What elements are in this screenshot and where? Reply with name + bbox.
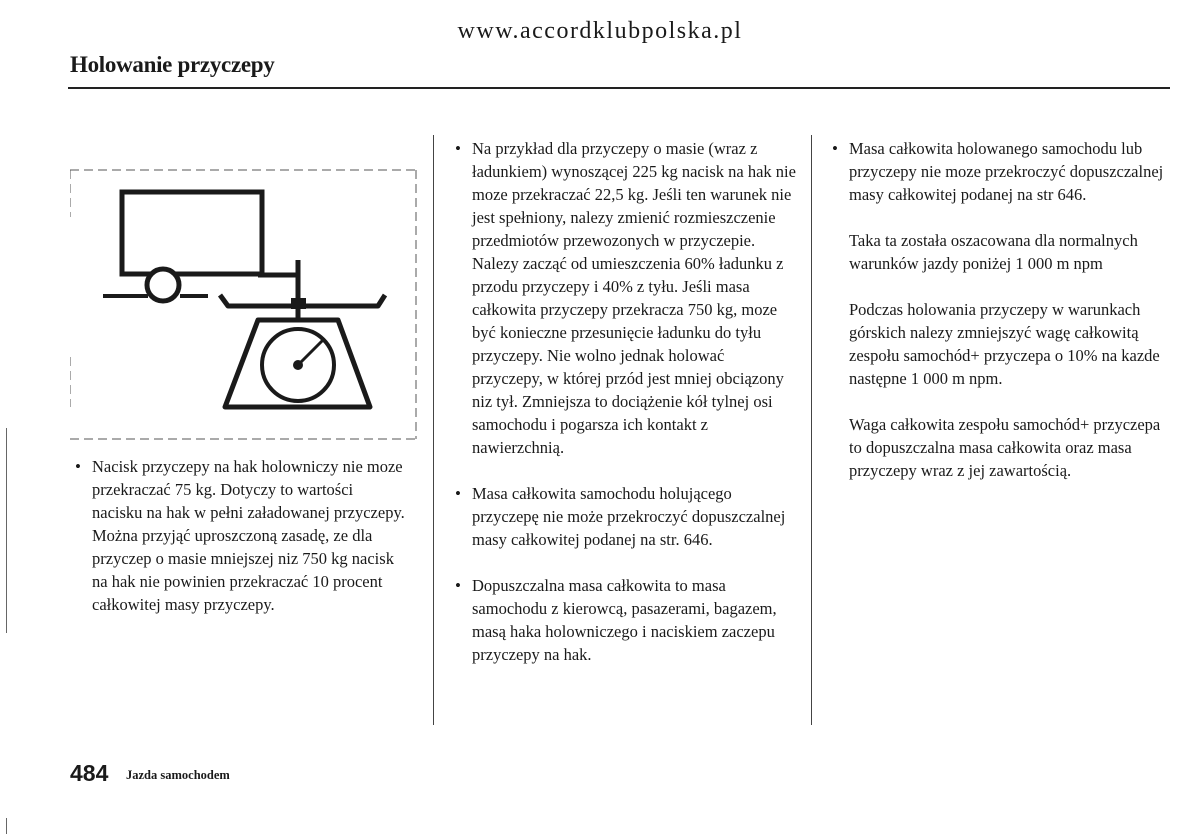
column-3-paragraphs <box>829 229 1174 482</box>
site-url: www.accordklubpolska.pl <box>457 18 743 44</box>
column-2-list <box>452 137 797 666</box>
scan-edge-mark-top <box>6 428 7 633</box>
column-3 <box>829 137 1174 505</box>
paragraph: Podczas holowania przyczepy w warunkach górskich nalezy zmniejszyć wagę całkowitą zespołu samochód+ przyczepa o 10% na kazde następne 1 000 m npm. <box>849 300 1160 388</box>
section-title: Holowanie przyczepy <box>70 52 275 77</box>
column-1 <box>72 455 407 639</box>
paragraph: Waga całkowita zespołu samochód+ przyczepa to dopuszczalna masa całkowita oraz masa przyczepy wraz z jej zawartością. <box>849 415 1161 480</box>
list-item: • Dopuszczalna masa całkowita to masa samochodu z kierowcą, pasazerami, bagazem, masą haka holowniczego i naciskiem zaczepu przyczepy na hak. <box>452 574 797 666</box>
scan-edge-mark-bottom <box>6 818 7 834</box>
trailer-hitch-scale-diagram-icon <box>70 167 420 443</box>
chapter-name: Jazda samochodem <box>126 768 230 782</box>
column-divider-1 <box>433 135 434 725</box>
page-number: 484 <box>70 760 109 786</box>
illustration <box>70 167 420 448</box>
list-item: • Na przykład dla przyczepy o masie (wraz z ładunkiem) wynoszącej 225 kg nacisk na hak nie moze przekraczać 22,5 kg. Jeśli ten warunek nie jest spełniony, nalezy zmienić rozmieszczenie przedmiotów przewozonych w przyczepie. Nalezy zacząć od umieszczenia 60% ładunku z przodu przyczepy i 40% z tyłu. Jeśli masa całkowita przyczepy przekracza 750 kg, moze być konieczne przesunięcie ładunku do tyłu przyczepy. Nie wolno jednak holować przyczepy, w której przód jest mniej obciązony niz tył. Zmniejsza to dociążenie kół tylnej osi samochodu i pogarsza ich kontakt z nawierzchnią. <box>452 137 797 459</box>
column-1-list <box>72 455 407 616</box>
column-3-list <box>829 137 1174 206</box>
column-divider-2 <box>811 135 812 725</box>
header-rule <box>68 87 1170 89</box>
paragraph: Taka ta została oszacowana dla normalnych warunków jazdy poniżej 1 000 m npm <box>849 231 1138 273</box>
column-2 <box>452 137 797 689</box>
list-item: • Masa całkowita holowanego samochodu lub przyczepy nie moze przekroczyć dopuszczalnej masy całkowitej podanej na str 646. <box>829 137 1174 206</box>
list-item: • Masa całkowita samochodu holującego przyczepę nie może przekroczyć dopuszczalnej masy całkowitej podanej na str. 646. <box>452 482 797 551</box>
list-item: • Nacisk przyczepy na hak holowniczy nie moze przekraczać 75 kg. Dotyczy to wartości nacisku na hak w pełni załadowanej przyczepy. Można przyjąć uproszczoną zasadę, ze dla przyczep o masie mniejszej niz 750 kg nacisk na hak nie powinien przekraczać 10 procent całkowitej masy przyczepy. <box>72 455 407 616</box>
